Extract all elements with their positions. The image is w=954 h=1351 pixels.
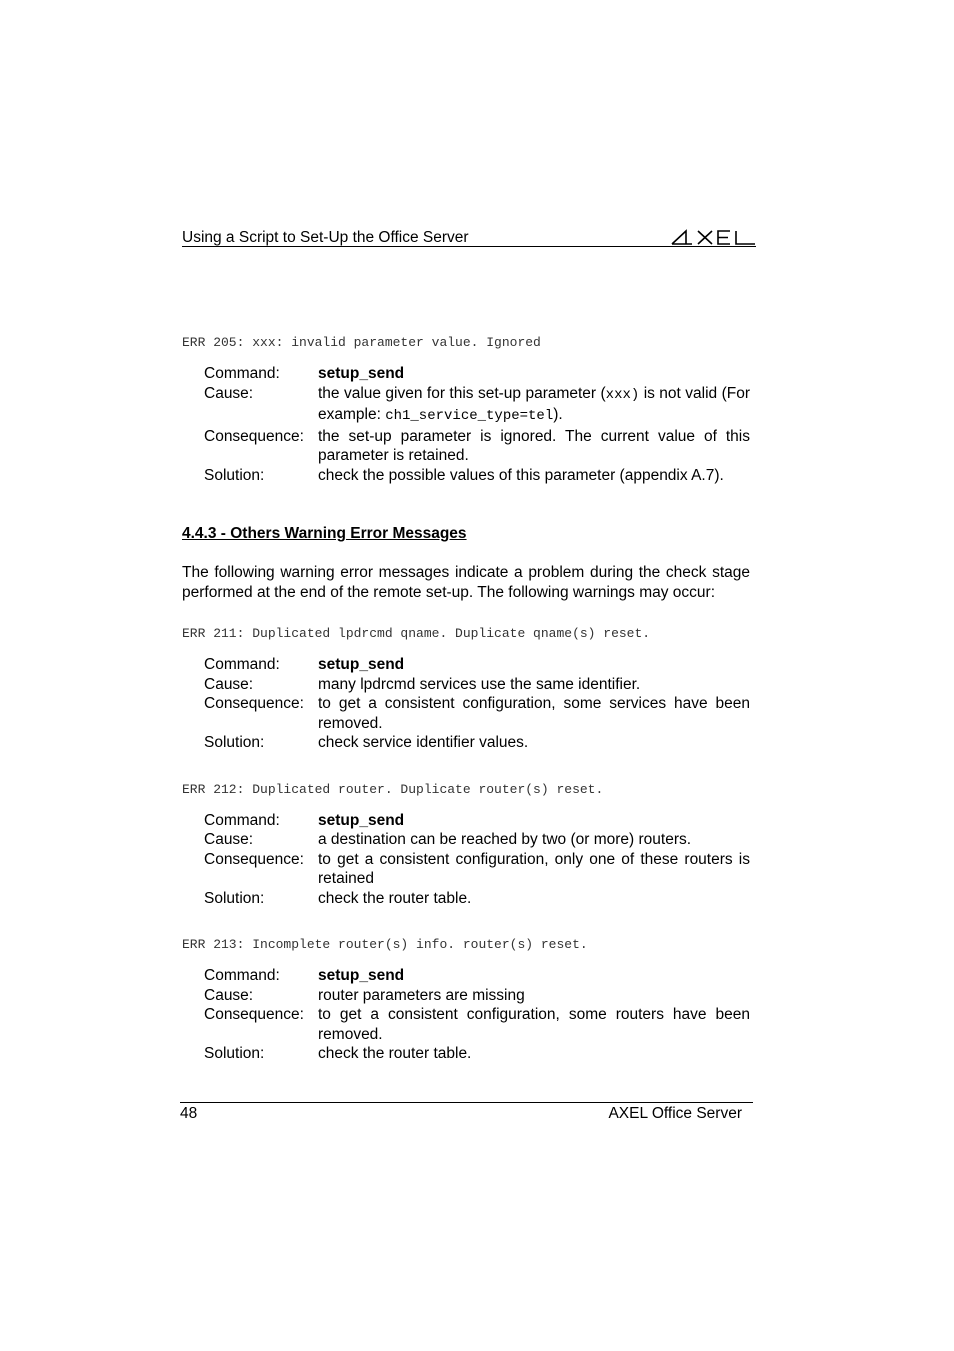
error-entry-211	[204, 655, 750, 753]
page-header	[182, 224, 756, 247]
consequence-label: Consequence:	[204, 1006, 304, 1023]
footer-title: AXEL Office Server	[608, 1105, 742, 1122]
consequence-label: Consequence:	[204, 850, 304, 868]
cause-value: a destination can be reached by two (or more) routers.	[318, 831, 692, 848]
error-code-212: ERR 212: Duplicated router. Duplicate router(s) reset.	[182, 781, 604, 797]
command-value: setup_send	[318, 967, 405, 984]
error-code-211: ERR 211: Duplicated lpdrcmd qname. Duplicate qname(s) reset.	[182, 626, 651, 641]
consequence-label: Consequence:	[204, 695, 304, 712]
error-code-213: ERR 213: Incomplete router(s) info. router(s) reset.	[182, 937, 588, 952]
section-heading: 4.4.3 - Others Warning Error Messages	[182, 525, 467, 542]
solution-value: check the possible values of this parameter (appendix A.7).	[318, 466, 724, 484]
section-intro: The following warning error messages indicate a problem during the check stage performed at the end of the remote set-up. The following warnings may occur:	[182, 564, 750, 601]
command-label: Command:	[204, 656, 280, 673]
solution-label: Solution:	[204, 889, 265, 907]
page-content	[182, 335, 750, 1064]
header-title: Using a Script to Set-Up the Office Server	[182, 229, 469, 246]
command-value: setup_send	[318, 811, 405, 829]
command-label: Command:	[204, 811, 280, 829]
solution-label: Solution:	[204, 1045, 265, 1062]
cause-value: many lpdrcmd services use the same identifier.	[318, 675, 641, 693]
command-value: setup_send	[318, 656, 405, 673]
error-code-205: ERR 205: xxx: invalid parameter value. Ignored	[182, 335, 541, 350]
consequence-value: to get a consistent configuration, only one of these routers is retained	[318, 850, 750, 887]
command-label: Command:	[204, 365, 280, 382]
cause-label: Cause:	[204, 384, 254, 402]
consequence-value: to get a consistent configuration, some routers have been removed.	[318, 1006, 750, 1043]
page-footer	[180, 1102, 753, 1125]
consequence-value: the set-up parameter is ignored. The current value of this parameter is retained.	[318, 427, 750, 464]
solution-label: Solution:	[204, 466, 265, 484]
command-value: setup_send	[318, 365, 405, 382]
axel-logo	[670, 224, 756, 246]
cause-label: Cause:	[204, 831, 254, 848]
cause-value: the value given for this set-up parameter (xxx) is not valid (For example: ch1_service_type=tel).	[318, 384, 750, 424]
solution-value: check the router table.	[318, 889, 472, 907]
cause-value: router parameters are missing	[318, 986, 525, 1004]
solution-label: Solution:	[204, 734, 265, 751]
cause-label: Cause:	[204, 675, 254, 693]
error-entry-205	[204, 364, 750, 485]
error-entry-212	[204, 811, 750, 909]
solution-value: check service identifier values.	[318, 734, 529, 751]
cause-label: Cause:	[204, 986, 254, 1004]
consequence-label: Consequence:	[204, 427, 304, 445]
page-number: 48	[180, 1105, 198, 1122]
command-label: Command:	[204, 967, 280, 984]
solution-value: check the router table.	[318, 1045, 472, 1062]
consequence-value: to get a consistent configuration, some services have been removed.	[318, 695, 750, 732]
error-entry-213	[204, 966, 750, 1064]
